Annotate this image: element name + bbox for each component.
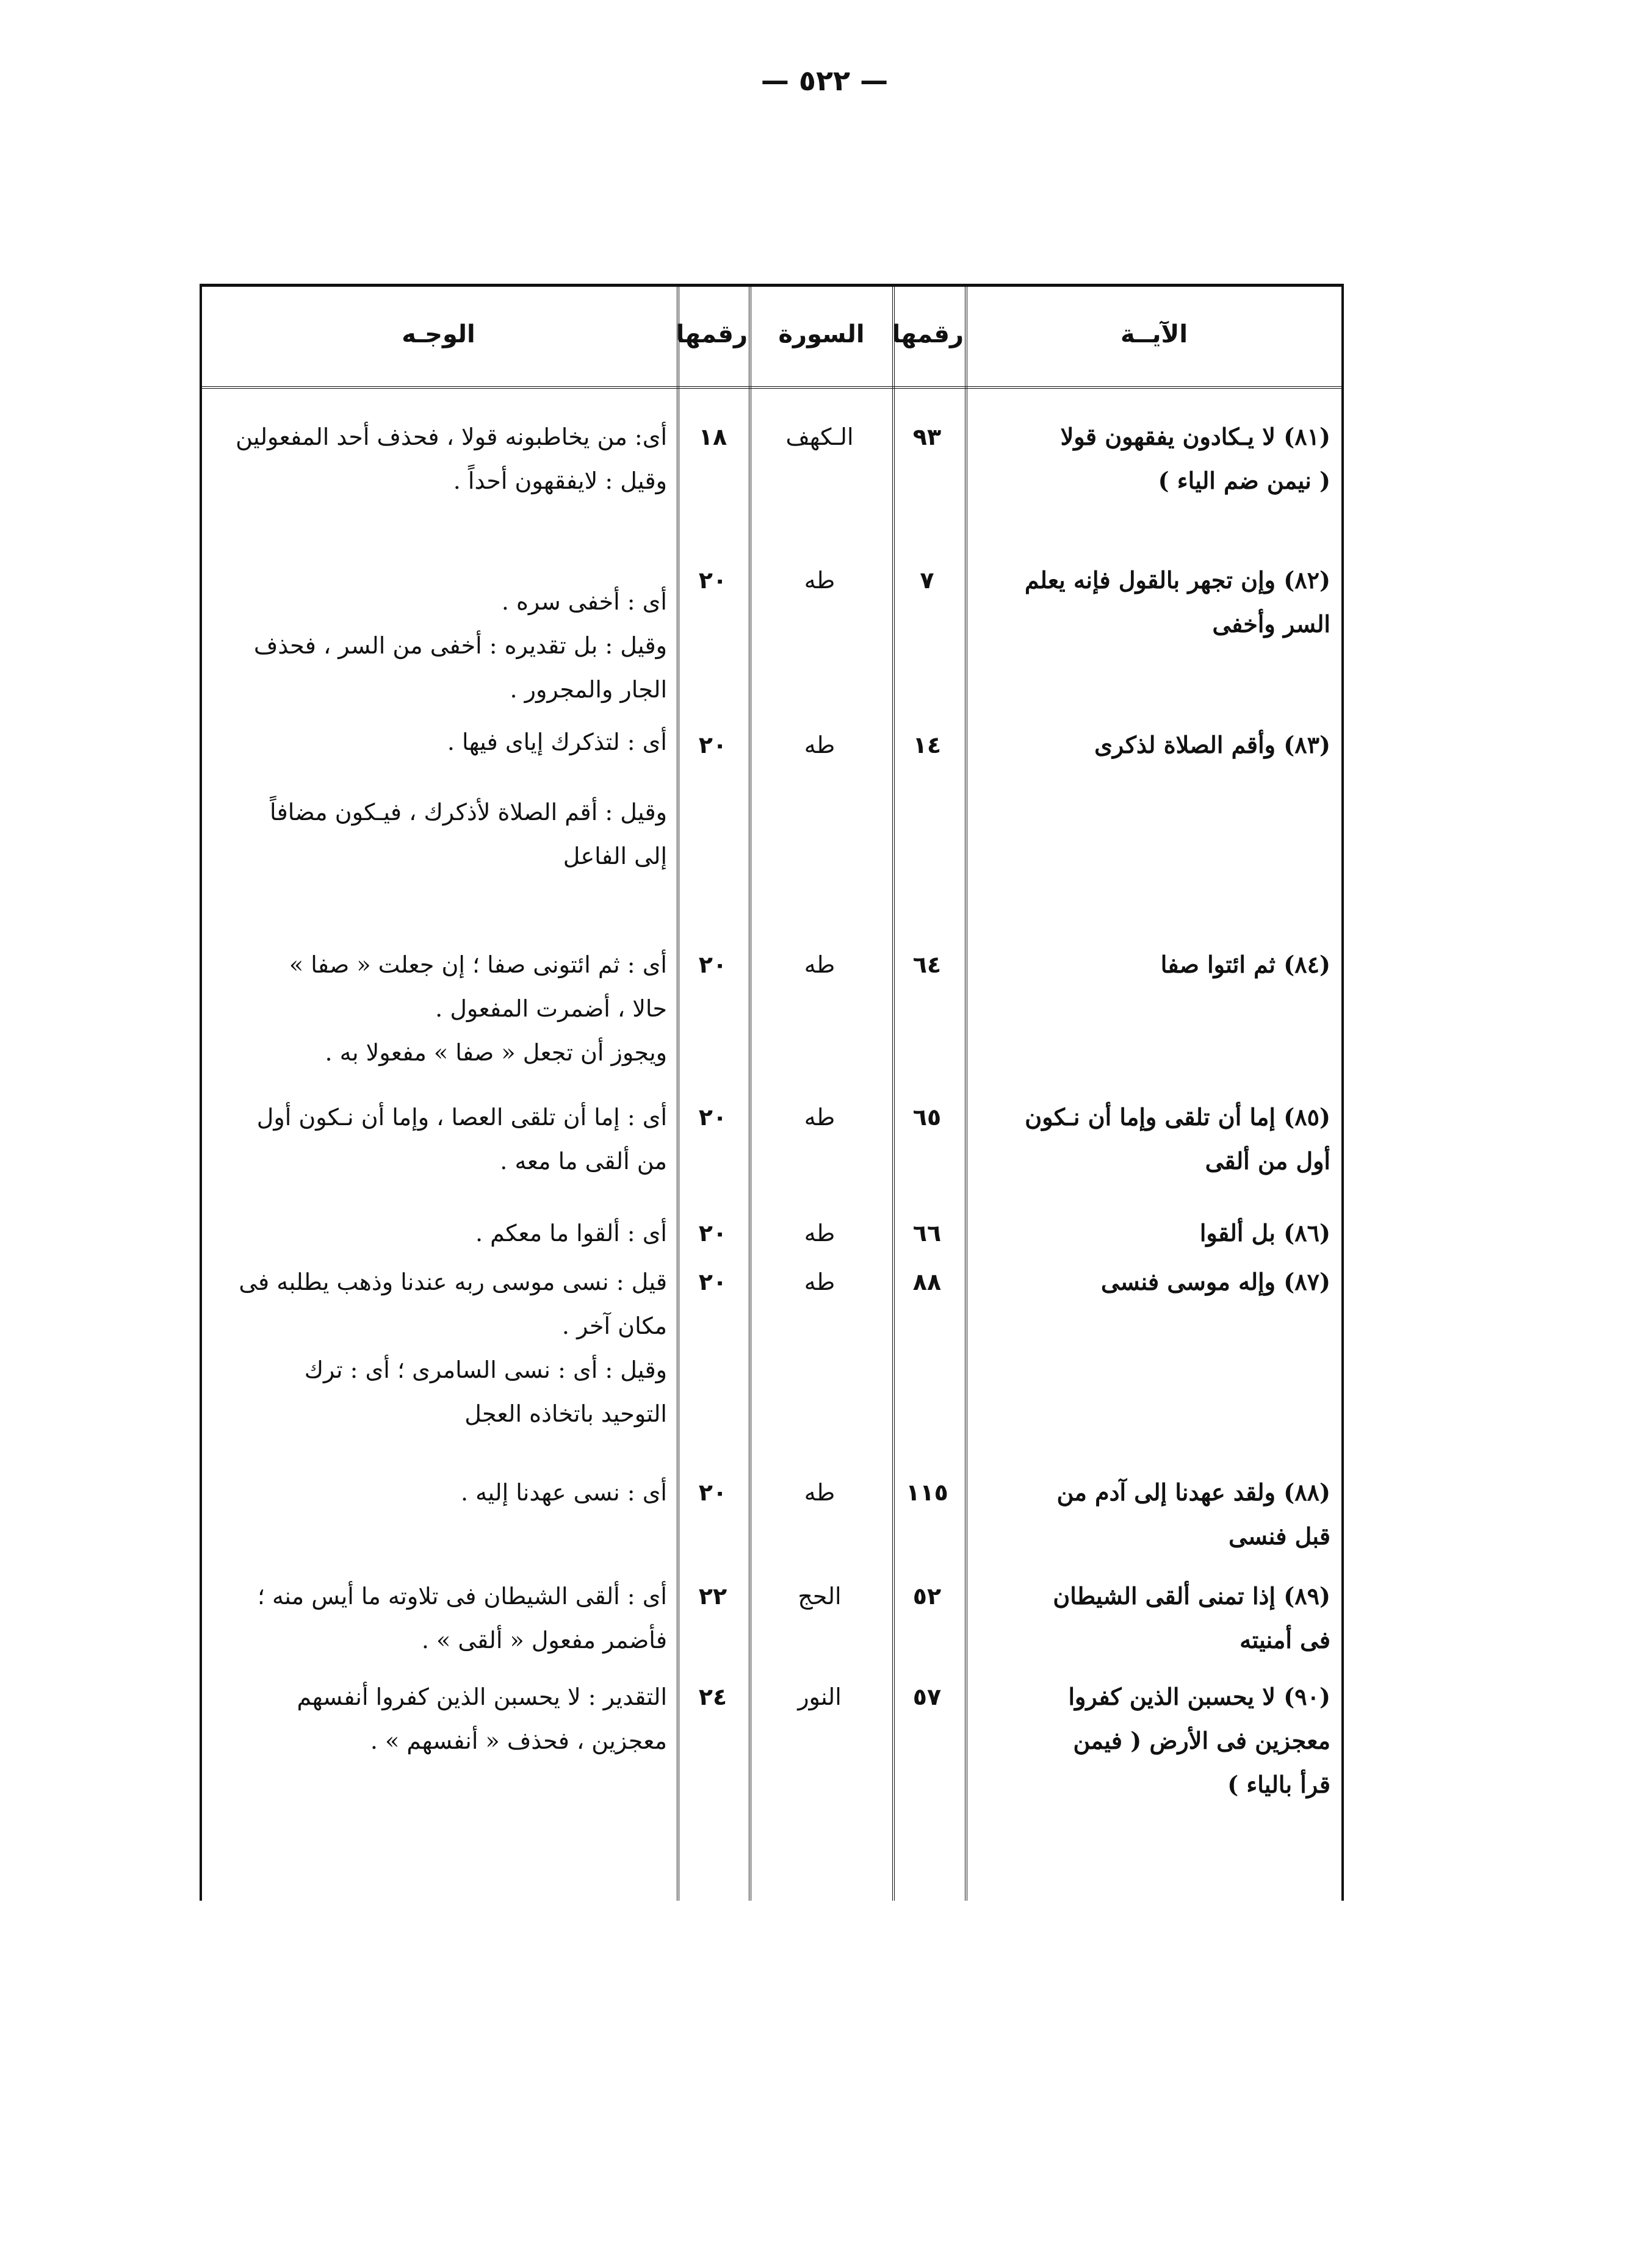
sura-name: طه	[804, 567, 835, 594]
ayah-text: (٨٥) إما أن تلقى وإما أن نـكون	[1025, 1103, 1330, 1131]
ayah-text: (٨٩) إذا تمنى ألقى الشيطان	[1053, 1582, 1330, 1610]
header-ayah-number: رقمها	[892, 320, 964, 348]
header-wajh: الوجـه	[402, 320, 475, 348]
sura-name: النور	[798, 1683, 842, 1710]
sura-number: ٢٠	[698, 1220, 727, 1247]
wajh-text: الجار والمجرور .	[510, 676, 667, 703]
wajh-text: وقيل : أى : نسى السامرى ؛ أى : ترك	[304, 1356, 667, 1383]
column-divider	[965, 287, 967, 1901]
wajh-text: إلى الفاعل	[563, 843, 667, 869]
ayah-text: (٨٣) وأقم الصلاة لذكرى	[1094, 731, 1330, 758]
wajh-text: أى : ألقوا ما معكم .	[475, 1220, 667, 1247]
ayah-text: (٨٦) بل ألقوا	[1199, 1219, 1330, 1247]
wajh-text: ويجوز أن تجعل « صفا » مفعولا به .	[325, 1039, 667, 1066]
wajh-text: أى: من يخاطبونه قولا ، فحذف أحد المفعولين	[236, 423, 667, 450]
ayah-text: قرأ بالياء )	[1227, 1771, 1330, 1798]
sura-name: طه	[804, 951, 835, 978]
sura-number: ٢٠	[698, 1479, 727, 1506]
sura-number: ١٨	[698, 423, 727, 450]
wajh-text: مكان آخر .	[561, 1312, 667, 1339]
sura-name: الحج	[798, 1583, 842, 1610]
ayah-text: السر وأخفى	[1212, 610, 1330, 638]
column-divider	[892, 287, 895, 1901]
wajh-text: من ألقى ما معه .	[500, 1148, 667, 1175]
wajh-text: قيل : نسى موسى ربه عندنا وذهب يطلبه فى	[239, 1269, 667, 1295]
ayah-number: ٨٨	[912, 1269, 942, 1295]
ayah-number: ٩٣	[912, 423, 942, 450]
sura-name: طه	[804, 732, 835, 758]
ayah-text: (٨٧) وإله موسى فنسى	[1100, 1268, 1330, 1295]
sura-name: الـكهف	[785, 423, 854, 450]
sura-number: ٢٠	[698, 567, 727, 594]
header-sura-number: رقمها	[676, 320, 748, 348]
header-sura: السورة	[778, 320, 865, 348]
wajh-text: التقدير : لا يحسبن الذين كفروا أنفسهم	[297, 1683, 667, 1710]
ayah-text: (٨٨) ولقد عهدنا إلى آدم من	[1056, 1478, 1330, 1506]
ayah-number: ٥٢	[912, 1583, 942, 1610]
sura-name: طه	[804, 1220, 835, 1247]
page-number: — ٥٢٢ —	[760, 64, 889, 97]
wajh-text: وقيل : أقم الصلاة لأذكرك ، فيـكون مضافاً	[270, 799, 667, 826]
sura-name: طه	[804, 1104, 835, 1131]
wajh-text: أى : ثم ائتونى صفا ؛ إن جعلت « صفا »	[289, 951, 667, 978]
ayah-text: (٨٤) ثم ائتوا صفا	[1160, 951, 1330, 978]
wajh-text: التوحيد باتخاذه العجل	[464, 1400, 667, 1427]
sura-name: طه	[804, 1479, 835, 1506]
column-divider	[749, 287, 751, 1901]
wajh-text: أى : لتذكرك إياى فيها .	[447, 729, 667, 755]
ayah-number: ١٤	[912, 732, 942, 758]
wajh-text: فأضمر مفعول « ألقى » .	[421, 1627, 667, 1654]
ayah-number: ٦٤	[912, 951, 942, 978]
header-ayah: الآيــة	[1120, 320, 1188, 348]
wajh-text: أى : إما أن تلقى العصا ، وإما أن نـكون أول	[256, 1104, 667, 1131]
ayah-text: أول من ألقى	[1205, 1147, 1330, 1175]
ayah-text: ( نيمن ضم الياء )	[1158, 467, 1330, 494]
ayah-number: ٦٦	[912, 1220, 942, 1247]
sura-number: ٢٤	[698, 1683, 727, 1710]
wajh-text: معجزين ، فحذف « أنفسهم » .	[370, 1727, 667, 1754]
ayah-number: ٧	[920, 567, 934, 594]
ayah-text: فى أمنيته	[1239, 1626, 1330, 1654]
ayah-text: (٨٢) وإن تجهر بالقول فإنه يعلم	[1024, 566, 1330, 594]
ayah-text: معجزين فى الأرض ( فيمن	[1073, 1727, 1330, 1754]
wajh-text: حالا ، أضمرت المفعول .	[435, 995, 667, 1022]
sura-number: ٢٠	[698, 951, 727, 978]
sura-number: ٢٠	[698, 1104, 727, 1131]
ayah-text: (٩٠) لا يحسبن الذين كفروا	[1068, 1683, 1330, 1710]
ayah-number: ١١٥	[906, 1479, 948, 1506]
wajh-text: وقيل : بل تقديره : أخفى من السر ، فحذف	[253, 632, 667, 659]
sura-number: ٢٠	[698, 732, 727, 758]
sura-number: ٢٠	[698, 1269, 727, 1295]
ayah-number: ٥٧	[912, 1683, 942, 1710]
ayah-text: قبل فنسى	[1229, 1522, 1330, 1550]
wajh-text: وقيل : لايفقهون أحداً .	[453, 467, 667, 494]
header-divider	[202, 386, 1341, 389]
wajh-text: أى : نسى عهدنا إليه .	[461, 1479, 667, 1506]
column-divider	[677, 287, 679, 1901]
ayah-text: (٨١) لا يـكادون يفقهون قولا	[1060, 423, 1330, 450]
sura-number: ٢٢	[698, 1583, 727, 1610]
wajh-text: أى : أخفى سره .	[501, 588, 667, 615]
sura-name: طه	[804, 1269, 835, 1295]
ayah-number: ٦٥	[912, 1104, 942, 1131]
wajh-text: أى : ألقى الشيطان فى تلاوته ما أيس منه ؛	[257, 1583, 667, 1610]
